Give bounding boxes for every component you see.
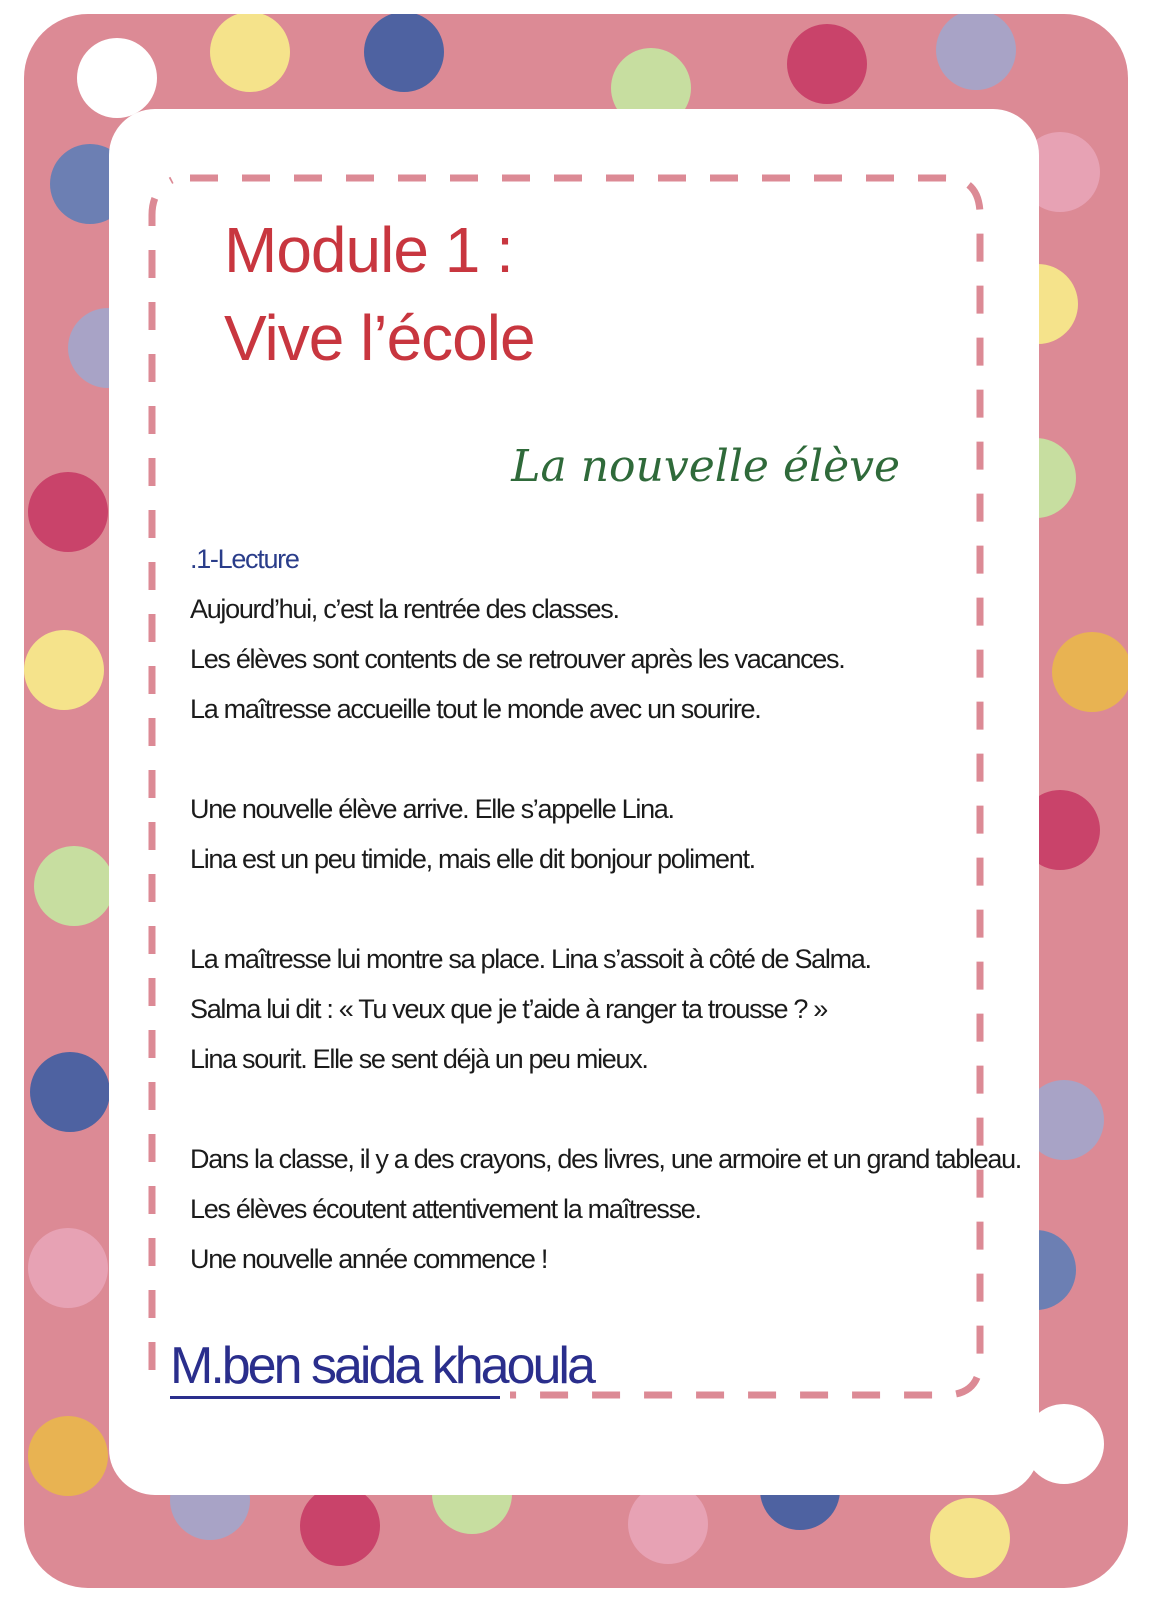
polka-dot [930, 1498, 1010, 1578]
text-line: Les élèves sont contents de se retrouver après les vacances. [190, 644, 845, 674]
polka-dot [300, 1486, 380, 1566]
polka-dot [628, 1484, 708, 1564]
text-line: La maîtresse accueille tout le monde avec un sourire. [190, 694, 761, 724]
text-line: Les élèves écoutent attentivement la maîtresse. [190, 1194, 701, 1224]
polka-dot [28, 1228, 108, 1308]
text-line: Aujourd’hui, c’est la rentrée des classes. [190, 594, 619, 624]
paragraph [190, 584, 990, 734]
text-line: La maîtresse lui montre sa place. Lina s’assoit à côté de Salma. [190, 944, 871, 974]
text-line: Salma lui dit : « Tu veux que je t’aide à ranger ta trousse ? » [190, 994, 828, 1024]
polka-dot [28, 472, 108, 552]
paragraph [190, 934, 990, 1084]
polka-dot [1052, 632, 1128, 712]
title-line-1: Module 1 : [224, 214, 513, 286]
polka-dot [34, 846, 114, 926]
story-subtitle: La nouvelle élève [511, 441, 900, 492]
polka-dot [787, 24, 867, 104]
polka-dot [936, 14, 1016, 90]
reading-text [190, 534, 1021, 1284]
author-signature: M.ben saida khaoula [170, 1337, 593, 1395]
polka-dot [364, 14, 444, 92]
paragraph [190, 784, 990, 884]
text-line: Lina est un peu timide, mais elle dit bonjour poliment. [190, 844, 755, 874]
page-title [224, 206, 535, 382]
polka-dot [30, 1052, 110, 1132]
text-line: Une nouvelle année commence ! [190, 1244, 548, 1274]
title-line-2: Vive l’école [224, 302, 535, 374]
author-underline [170, 1396, 500, 1399]
polka-dot [28, 1416, 108, 1496]
paragraph [190, 1134, 1021, 1284]
polka-dot [210, 14, 290, 92]
polka-dot [24, 630, 104, 710]
text-line: Une nouvelle élève arrive. Elle s’appelle Lina. [190, 794, 674, 824]
text-line: Lina sourit. Elle se sent déjà un peu mieux. [190, 1044, 648, 1074]
polka-dot [77, 38, 157, 118]
text-line: Dans la classe, il y a des crayons, des livres, une armoire et un grand tableau. [190, 1144, 1021, 1174]
section-label: .1-Lecture [190, 544, 299, 574]
